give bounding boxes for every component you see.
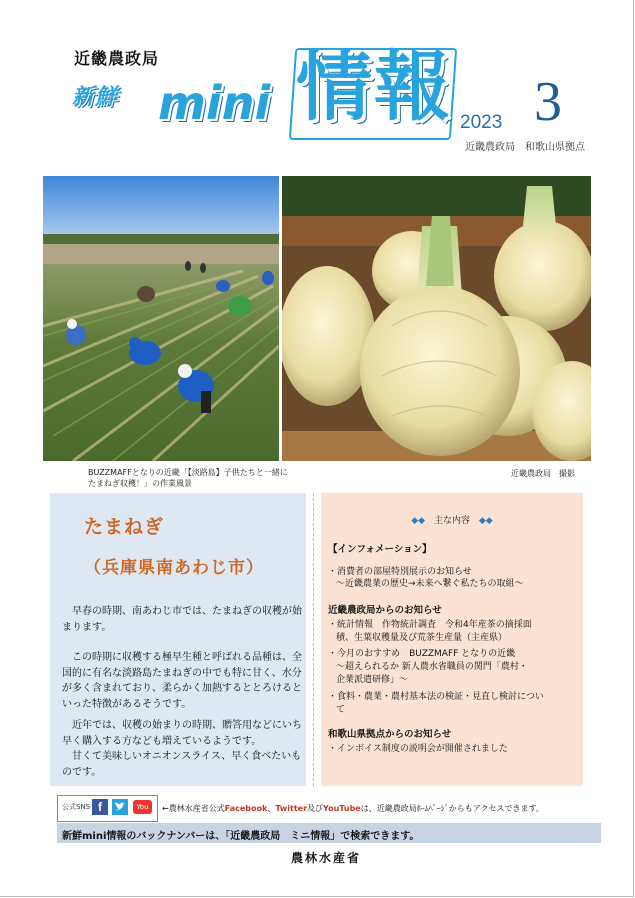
kinki-item-2: ・今月のおすすめ BUZZMAFF となりの近畿 [328, 649, 516, 659]
sns-label: 公式SNS [62, 803, 91, 811]
twitter-icon[interactable] [112, 799, 128, 815]
diamond-icon: ◆◆ [411, 516, 426, 526]
feature-paragraph-4: 甘くて美味しいオニオンスライス、早く食べたいものです。 [62, 751, 302, 778]
info-heading: 【インフォメーション】 [328, 544, 432, 555]
info-item-1-sub: ～近畿農業の歴史→未来へ繋ぐ私たちの取組～ [336, 579, 524, 589]
feature-paragraph-1: 早春の時期、南あわじ市では、たまねぎの収穫が始まります。 [62, 606, 302, 633]
kinki-item-3: ・食料・農業・農村基本法の検証・見直し検討につい [328, 692, 544, 702]
kinki-item-1-cont: 積、生葉収穫量及び荒茶生産量（主産県） [336, 633, 508, 643]
sns-sep: 、 [267, 804, 276, 813]
sns-facebook-link[interactable]: Facebook [224, 804, 268, 813]
harvest-caption-line2: たまねぎ収穫！」の作業風景 [88, 479, 192, 488]
onion-photo [282, 176, 591, 461]
sns-note-post: は、近畿農政局ﾎｰﾑﾍﾟｰｼﾞからもアクセスできます。 [360, 804, 544, 813]
wakayama-item-1: ・インボイス制度の説明会が開催されました [328, 744, 508, 754]
issue-month: 3 [534, 71, 562, 133]
title-fresh: 新鮮 [72, 85, 119, 110]
contents-title [321, 513, 583, 526]
sns-sep: 及び [307, 804, 324, 813]
issuer: 近畿農政局 和歌山県拠点 [465, 142, 585, 153]
feature-paragraph-3: 近年では、収穫の始まりの時期、贈答用などにいち早く購入する方なども増えているようです。 [62, 720, 302, 747]
sns-twitter-link[interactable]: Twitter [275, 804, 308, 813]
harvest-photo [43, 176, 279, 461]
harvest-photo-caption [88, 467, 288, 489]
contents-heading: 主な内容 [433, 516, 470, 526]
kinki-heading: 近畿農政局からのお知らせ [328, 605, 442, 616]
wakayama-heading: 和歌山県拠点からのお知らせ [328, 729, 452, 740]
backnumber-note: 新鮮mini情報のバックナンバーは、「近畿農政局 ミニ情報」で検索できます。 [62, 831, 420, 842]
onion-photo-caption: 近畿農政局 撮影 [511, 469, 575, 478]
youtube-icon[interactable]: You [133, 800, 152, 814]
facebook-icon[interactable]: f [92, 799, 108, 815]
title-mini: mini [158, 76, 271, 130]
issue-year: 2023 [460, 112, 503, 133]
title-joho: 情報 [296, 42, 452, 131]
sns-note-pre: ←農林水産省公式 [162, 804, 225, 813]
diamond-icon: ◆◆ [478, 516, 493, 526]
bureau-name: 近畿農政局 [74, 49, 160, 68]
feature-subtitle: （兵庫県南あわじ市） [84, 558, 264, 578]
kinki-item-2-cont: 企業派遣研修」～ [336, 675, 409, 685]
sns-note [162, 803, 544, 814]
info-item-1: ・消費者の部屋特別展示のお知らせ [328, 567, 472, 577]
sns-youtube-link[interactable]: YouTube [323, 804, 361, 813]
kinki-item-3-cont: て [336, 705, 346, 715]
harvest-caption-line1: BUZZMAFFとなりの近畿「【淡路島】子供たちと一緒に [88, 468, 288, 477]
feature-title: たまねぎ [84, 516, 165, 538]
column-divider [313, 493, 314, 786]
kinki-item-1: ・統計情報 作物統計調査 令和4年産茶の摘採面 [328, 620, 532, 630]
kinki-item-2-cont: ～超えられるか 新人農水省職員の関門「農村・ [336, 662, 528, 672]
ministry-name: 農林水産省 [291, 851, 362, 865]
feature-paragraph-2: この時期に収穫する極早生種と呼ばれる品種は、全国的に有名な淡路島たまねぎの中でも特に甘く、水分が多く含まれており、柔らかく加熱するととろけるといった特徴があるそうです。 [62, 652, 302, 710]
